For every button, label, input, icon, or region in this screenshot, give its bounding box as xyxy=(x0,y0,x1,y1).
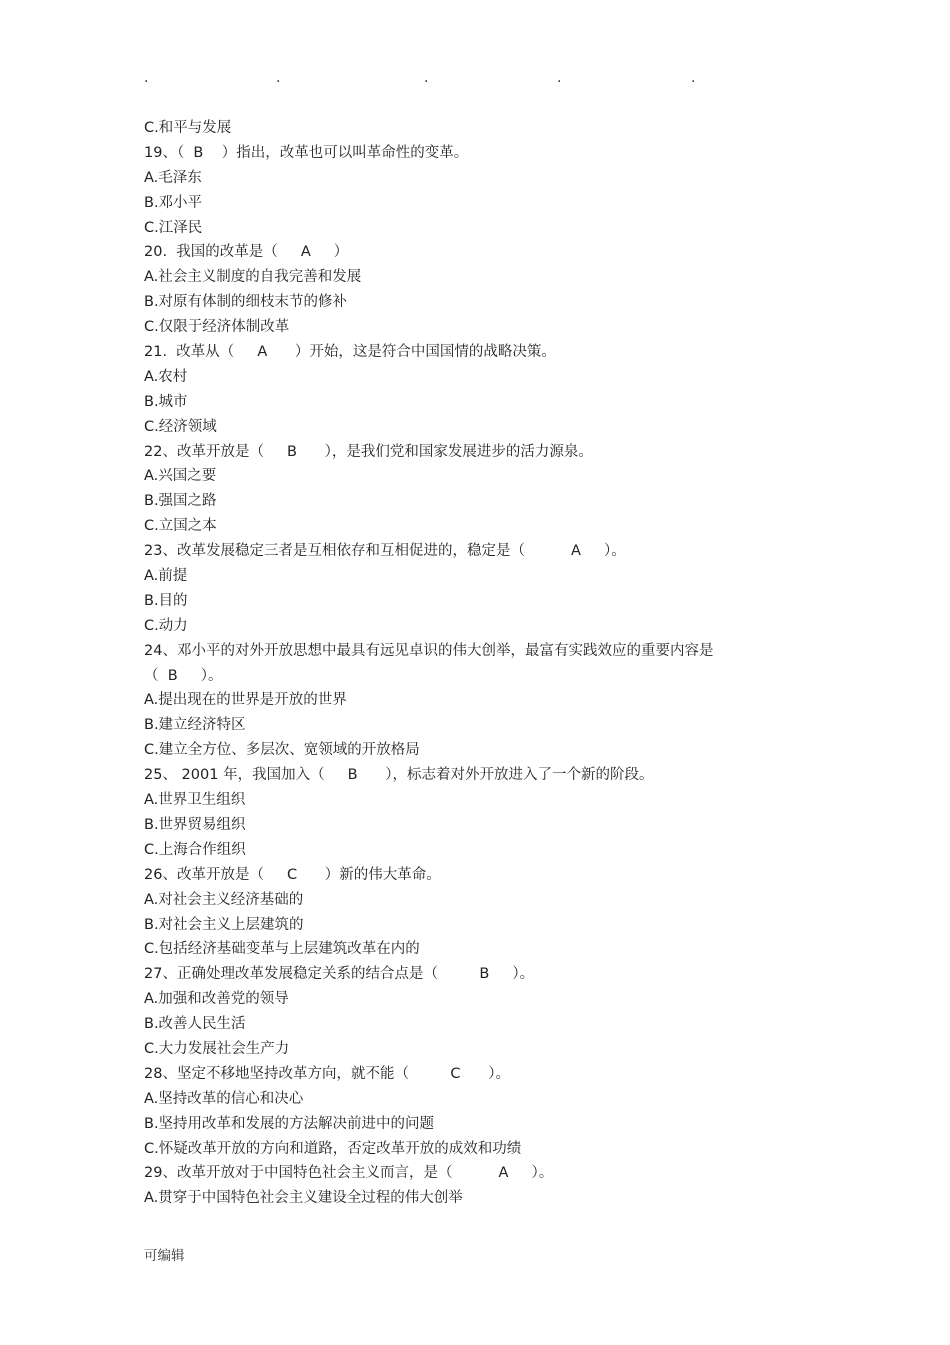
option-text: B.建立经济特区 xyxy=(144,717,246,734)
option-text: C.动力 xyxy=(144,617,188,634)
option-text: C.怀疑改革开放的方向和道路，否定改革开放的成效和功绩 xyxy=(144,1140,522,1157)
question-text: 26、改革开放是（ C ）新的伟大革命。 xyxy=(144,866,441,883)
option-text: C.建立全方位、多层次、宽领域的开放格局 xyxy=(144,742,420,759)
option-text: A.提出现在的世界是开放的世界 xyxy=(144,692,347,709)
header-dots xyxy=(0,68,950,88)
question-text: 24、邓小平的对外开放思想中最具有远见卓识的伟大创举，最富有实践效应的重要内容是 xyxy=(144,642,714,659)
option-text: B.对原有体制的细枝末节的修补 xyxy=(144,294,348,311)
question-text: 25、 2001 年，我国加入（ B ），标志着对外开放进入了一个新的阶段。 xyxy=(144,767,654,784)
question-text: 29、改革开放对于中国特色社会主义而言，是（ A ）。 xyxy=(144,1165,554,1182)
option-text: C.仅限于经济体制改革 xyxy=(144,319,290,336)
option-text: B.强国之路 xyxy=(144,493,217,510)
option-text: B.目的 xyxy=(144,592,188,609)
option-text: B.对社会主义上层建筑的 xyxy=(144,916,304,933)
question-text: 19、（ B ）指出，改革也可以叫革命性的变革。 xyxy=(144,144,469,161)
option-text: A.世界卫生组织 xyxy=(144,792,246,809)
option-text: A.农村 xyxy=(144,368,188,385)
option-text: C.和平与发展 xyxy=(144,120,232,136)
option-text: B.世界贸易组织 xyxy=(144,816,246,833)
header-dot: . xyxy=(276,70,281,86)
header-dot: . xyxy=(691,70,696,86)
option-text: A.社会主义制度的自我完善和发展 xyxy=(144,269,362,286)
option-text: A.对社会主义经济基础的 xyxy=(144,891,304,908)
question-text: 28、坚定不移地坚持改革方向，就不能（ C ）。 xyxy=(144,1065,510,1082)
option-text: C.上海合作组织 xyxy=(144,841,246,858)
footer-text: 可编辑 xyxy=(144,1248,185,1264)
option-text: C.立国之本 xyxy=(144,518,217,535)
header-dot: . xyxy=(144,70,149,86)
header-dot: . xyxy=(557,70,562,86)
option-text: A.坚持改革的信心和决心 xyxy=(144,1090,304,1107)
document-body xyxy=(144,116,844,1211)
option-text: A.加强和改善党的领导 xyxy=(144,991,289,1008)
option-text: A.兴国之要 xyxy=(144,468,217,485)
option-text: C.大力发展社会生产力 xyxy=(144,1040,290,1057)
question-text: 21. 改革从（ A ）开始，这是符合中国国情的战略决策。 xyxy=(144,344,556,361)
option-text: A.前提 xyxy=(144,568,188,585)
question-text: 27、正确处理改革发展稳定关系的结合点是（ B ）。 xyxy=(144,966,535,983)
option-text: B.邓小平 xyxy=(144,194,203,211)
option-text: C.包括经济基础变革与上层建筑改革在内的 xyxy=(144,941,420,958)
question-text: 23、改革发展稳定三者是互相依存和互相促进的，稳定是（ A ）。 xyxy=(144,543,626,560)
option-text: A.毛泽东 xyxy=(144,169,202,186)
option-text: A.贯穿于中国特色社会主义建设全过程的伟大创举 xyxy=(144,1190,463,1207)
question-text: 22、改革开放是（ B ），是我们党和国家发展进步的活力源泉。 xyxy=(144,443,593,460)
option-text: C.江泽民 xyxy=(144,219,203,236)
option-text: B.城市 xyxy=(144,393,188,410)
question-text: （ B ）。 xyxy=(144,667,223,684)
option-text: C.经济领域 xyxy=(144,418,217,435)
option-text: B.改善人民生活 xyxy=(144,1016,246,1033)
option-text: B.坚持用改革和发展的方法解决前进中的问题 xyxy=(144,1115,435,1132)
header-dot: . xyxy=(424,70,429,86)
question-text: 20. 我国的改革是（ A ） xyxy=(144,244,349,261)
